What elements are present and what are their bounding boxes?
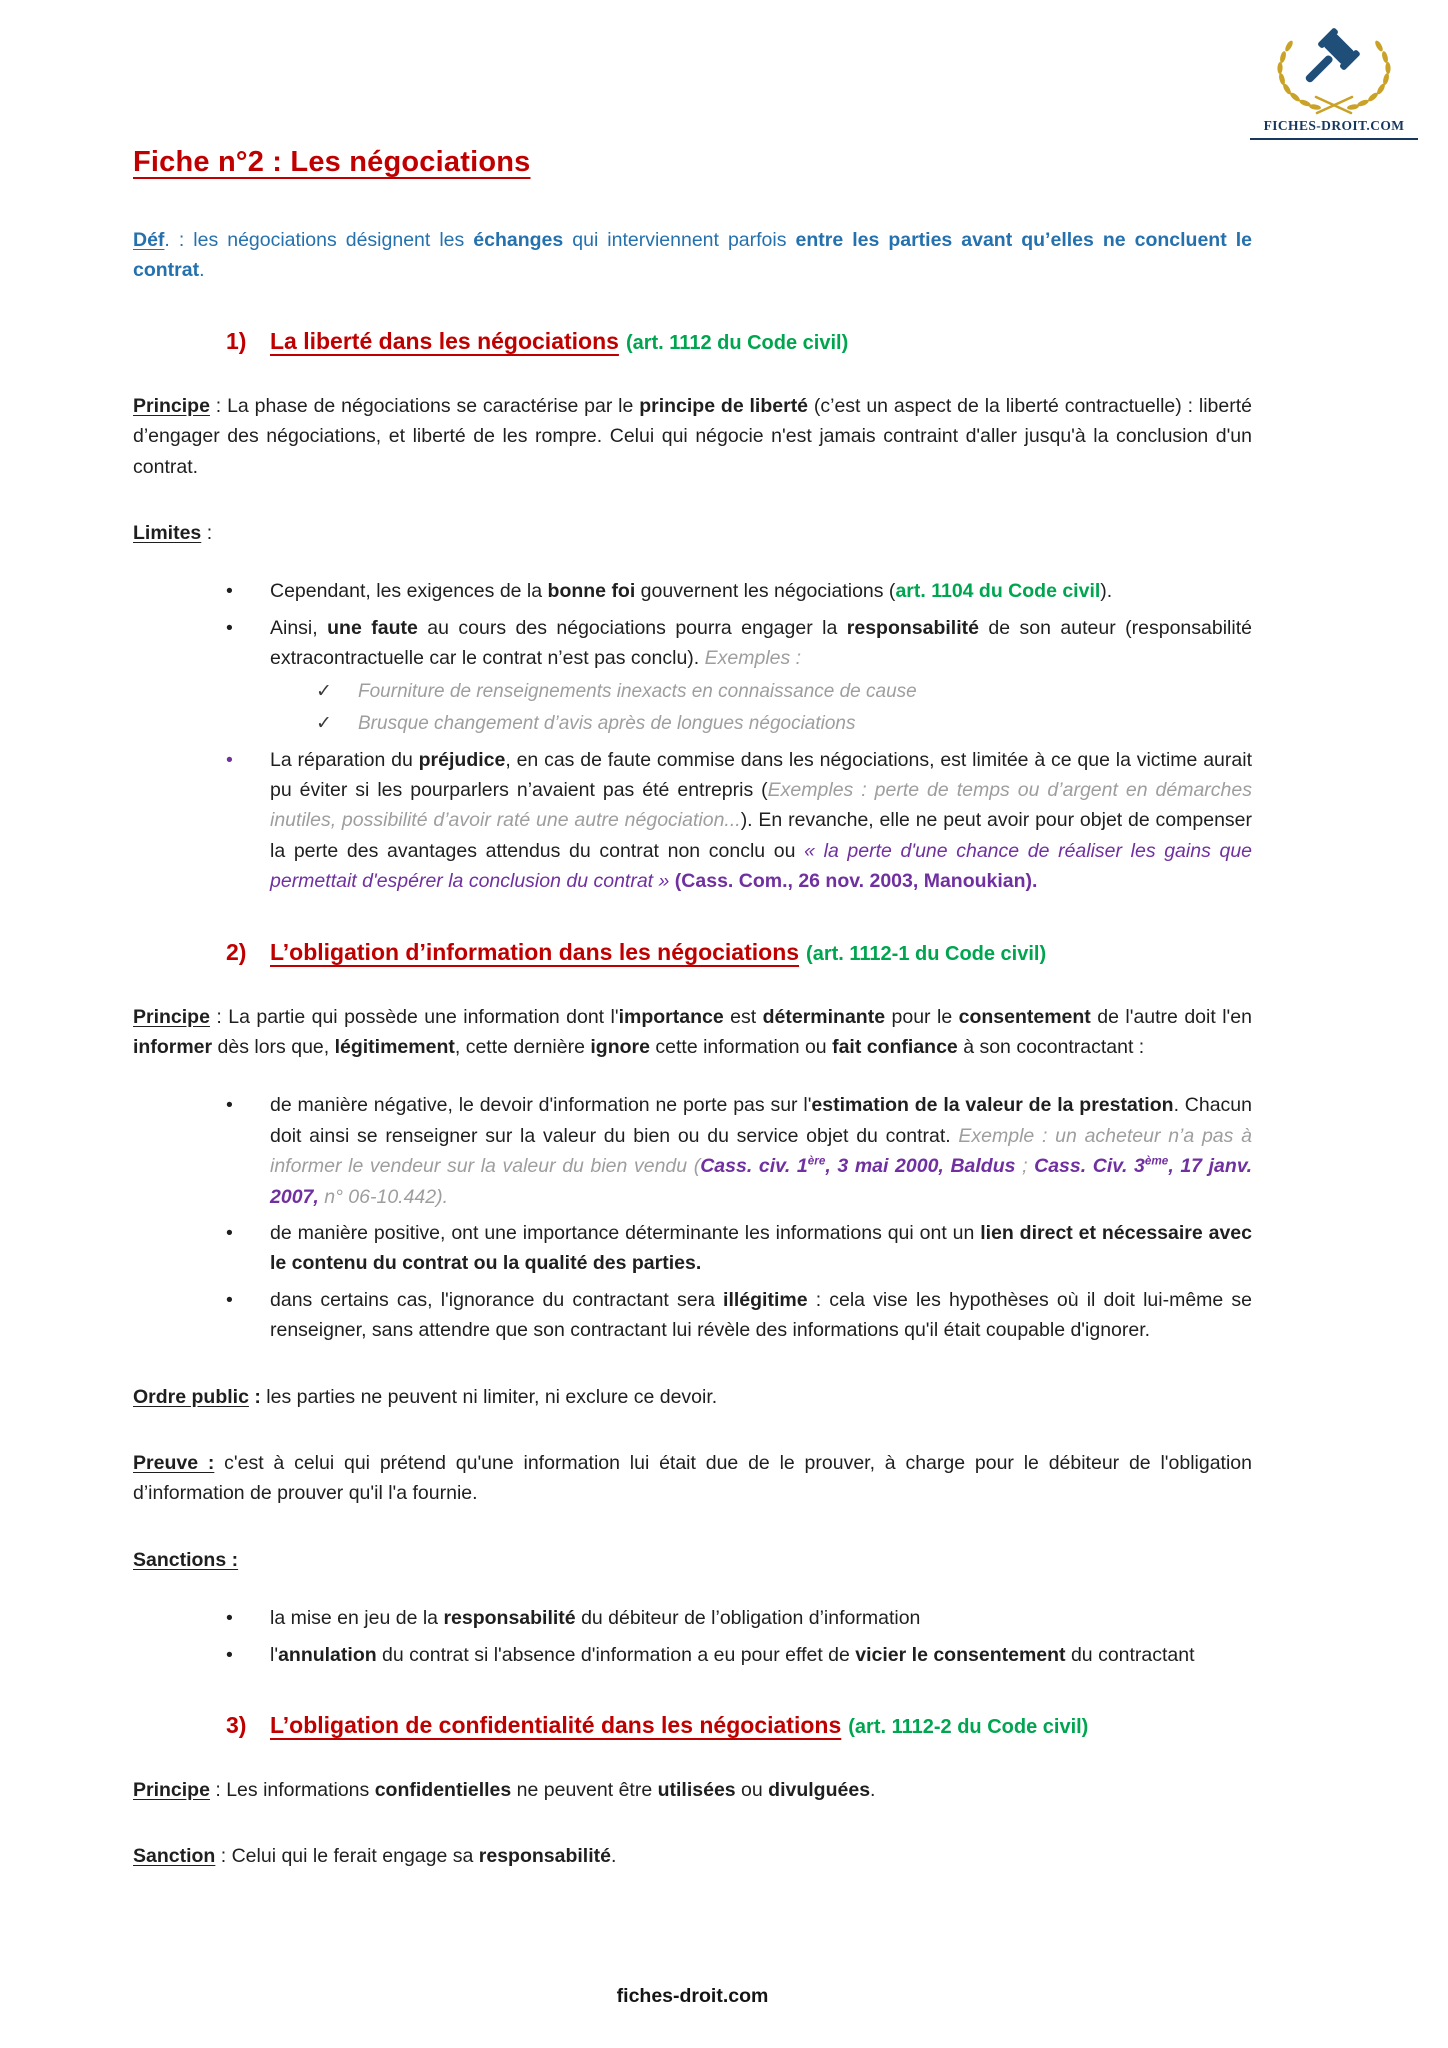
section-2-heading — [133, 939, 1252, 966]
check-item-text: Brusque changement d’avis après de longues négociations — [358, 713, 856, 735]
list-item-text: Ainsi, une faute au cours des négociations pourra engager la responsabilité de son auteur (responsabilité extracontractuelle car le contrat n’est pas conclu). Exemples : — [270, 616, 1252, 670]
preuve-paragraph: Preuve : c'est à celui qui prétend qu'une information lui était due de le prouver, à charge pour le débiteur de l'obligation d’information de prouver qu'il l'a fournie. — [133, 1452, 1252, 1505]
bullet-icon: • — [226, 616, 233, 639]
ordre-public-paragraph: Ordre public : les parties ne peuvent ni limiter, ni exclure ce devoir. — [133, 1385, 718, 1408]
bullet-icon: • — [226, 1094, 233, 1117]
list-item-text: l'annulation du contrat si l'absence d'information a eu pour effet de vicier le consentement du contractant — [270, 1643, 1195, 1666]
logo-site-text: FICHES-DROIT.COM — [1250, 118, 1418, 140]
page-title: Fiche n°2 : Les négociations — [133, 146, 531, 178]
check-list-item — [133, 709, 1252, 738]
bullet-icon: • — [226, 1222, 233, 1244]
list-item — [133, 1603, 1252, 1633]
sanction-3-paragraph: Sanction : Celui qui le ferait engage sa responsabilité. — [133, 1845, 617, 1868]
section-3-heading — [133, 1712, 1252, 1739]
principe-1-paragraph: Principe : La phase de négociations se caractérise par le principe de liberté (c’est un aspect de la liberté contractuelle) : liberté d’engager des négociations, et liberté de les rompre. Celui qui négocie n'est jamais contraint d'aller jusqu'à la conclusion d'un contrat. — [133, 394, 1252, 478]
bullet-icon: • — [226, 1288, 233, 1311]
limites-label: Limites : — [133, 522, 213, 545]
sanctions-list — [133, 1603, 1252, 1670]
principe-3-paragraph: Principe : Les informations confidentielles ne peuvent être utilisées ou divulguées. — [133, 1779, 876, 1802]
list-item — [133, 1640, 1252, 1670]
section-2-number: 2) — [226, 938, 247, 965]
check-item-text: Fourniture de renseignements inexacts en connaissance de cause — [358, 680, 917, 702]
section-1-article-ref: (art. 1112 du Code civil) — [625, 331, 849, 354]
sanctions-label: Sanctions : — [133, 1548, 239, 1571]
list-item-text: de manière positive, ont une importance déterminante les informations qui ont un lien direct et nécessaire avec le contenu du contrat ou la qualité des parties. — [270, 1222, 1252, 1275]
section-1-heading — [133, 328, 1252, 355]
limites-list — [133, 576, 1252, 896]
checkmark-icon: ✓ — [316, 713, 332, 735]
section-2-title-wrap — [270, 939, 1046, 966]
list-item-text: de manière négative, le devoir d'information ne porte pas sur l'estimation de la valeur de la prestation. Chacun doit ainsi se renseigner sur la valeur du bien ou du service objet du contrat. Exemple : un acheteur n’a pas à informer le vendeur sur la valeur du bien vendu (Cass. civ. 1ère, 3 mai 2000, Baldus ; Cass. Civ. 3ème, 17 janv. 2007, n° 06-10.442). — [270, 1094, 1253, 1208]
section-3-article-ref: (art. 1112-2 du Code civil) — [848, 1716, 1089, 1739]
list-item-text: dans certains cas, l'ignorance du contractant sera illégitime : cela vise les hypothèses où il doit lui-même se renseigner, sans attendre que son contractant lui révèle des informations qu'il était coupable d'ignorer. — [270, 1288, 1252, 1342]
list-item — [133, 745, 1252, 897]
list-item-text: La réparation du préjudice, en cas de faute commise dans les négociations, est limitée à ce que la victime aurait pu éviter si les pourparlers n’avaient pas été entrepris (Exemples : perte de temps ou d’argent en démarches inutiles, possibilité d’avoir raté une autre négociation...). En revanche, elle ne peut avoir pour objet de compenser la perte des avantages attendus du contrat non conclu ou « la perte d'une chance de réaliser les gains que permettait d'espérer la conclusion du contrat » (Cass. Com., 26 nov. 2003, Manoukian). — [270, 748, 1253, 893]
checkmark-icon: ✓ — [316, 680, 332, 702]
section-3-number: 3) — [226, 1712, 247, 1739]
list-item — [133, 613, 1252, 674]
principe-2-paragraph: Principe : La partie qui possède une information dont l'importance est déterminante pour le consentement de l'autre doit l'en informer dès lors que, légitimement, cette dernière ignore cette information ou fait confiance à son cocontractant : — [133, 1005, 1252, 1058]
list-item-text: Cependant, les exigences de la bonne foi gouvernent les négociations (art. 1104 du Code civil). — [270, 580, 1113, 603]
bullet-icon: • — [226, 1607, 233, 1630]
bullet-icon: • — [226, 748, 233, 771]
section-2-article-ref: (art. 1112-1 du Code civil) — [806, 942, 1047, 965]
laurel-gavel-icon — [1259, 16, 1409, 116]
list-item — [133, 1218, 1252, 1279]
list-item-text: la mise en jeu de la responsabilité du débiteur de l’obligation d’information — [270, 1607, 921, 1630]
list-item — [133, 1090, 1252, 1212]
definition-paragraph: Déf. : les négociations désignent les échanges qui interviennent parfois entre les parties avant qu’elles ne concluent le contrat. — [133, 229, 1252, 282]
section-1-title: La liberté dans les négociations — [270, 327, 619, 354]
bullet-icon: • — [226, 580, 233, 603]
site-logo — [1250, 16, 1418, 140]
footer-site-name: fiches-droit.com — [616, 1985, 769, 2007]
check-list-item — [133, 677, 1252, 706]
information-list — [133, 1090, 1252, 1345]
section-1-number: 1) — [226, 327, 247, 354]
bullet-icon: • — [226, 1643, 233, 1666]
section-3-title: L’obligation de confidentialité dans les négociations — [270, 1712, 842, 1739]
section-3-title-wrap — [270, 1712, 1088, 1739]
section-2-title: L’obligation d’information dans les négociations — [270, 938, 800, 965]
list-item — [133, 576, 1252, 606]
list-item — [133, 1285, 1252, 1346]
section-1-title-wrap — [270, 328, 848, 355]
